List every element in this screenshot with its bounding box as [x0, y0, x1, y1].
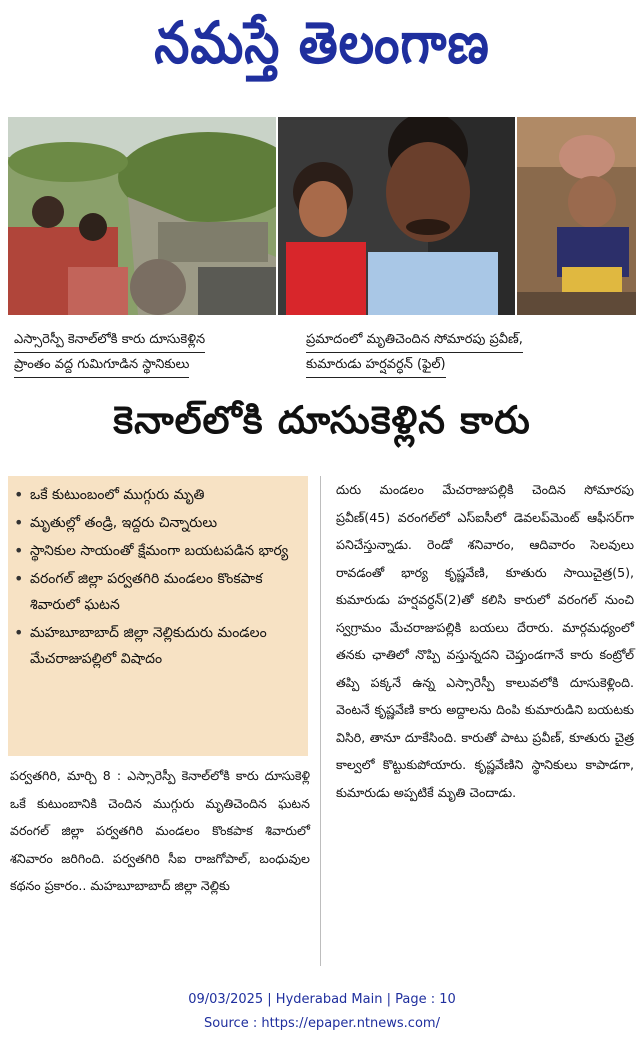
caption-right-line2: కుమారుడు హర్షవర్ధన్ (ఫైల్) [306, 353, 446, 378]
source-link[interactable]: Source : https://epaper.ntnews.com/ [204, 1016, 440, 1031]
highlight-item [14, 566, 302, 618]
bullet-icon: • [14, 513, 24, 532]
highlight-text: వరంగల్ జిల్లా పర్వతగిరి మండలం కొంకపాక శివారులో ఘటన [30, 571, 263, 613]
caption-left-line2: ప్రాంతం వద్ద గుమిగూడిన స్థానికులు [14, 353, 189, 378]
bullet-icon: • [14, 569, 24, 588]
highlight-item [14, 620, 302, 672]
newspaper-logo-title: నమస్తే తెలంగాణ [154, 9, 490, 76]
edition-info: 09/03/2025 | Hyderabad Main | Page : 10 [188, 992, 456, 1007]
caption-right-line1: ప్రమాదంలో మృతిచెందిన సోమారపు ప్రవీణ్, [306, 328, 523, 353]
article-body-right: దురు మండలం మేచరాజుపల్లికి చెందిన సోమారపు ప్రవీణ్(45) వరంగల్‌లో ఎస్ఐసీలో డెవలప్‌మెంట్ ఆఫీసర్‌గా పనిచేస్తున్నాడు. రెండో శనివారం, ఆదివారం సెలవులు రావడంతో భార్య కృష్ణవేణి, కూతురు సాయిచైత్ర(5), కుమారుడు హర్షవర్ధన్(2)తో కలిసి కారులో వరంగల్ నుంచి స్వగ్రామం మేచరాజుపల్లికి బయలు దేరారు. మార్గమధ్యంలో తనకు ఛాతిలో నొప్పి వస్తున్నదని చెప్తుండగానే కారు కంట్రోల్ తప్పి పక్కనే ఉన్న ఎస్సారెస్పీ కాలువలోకి దూసుకెళ్లింది. వెంటనే కృష్ణవేణి కారు అద్దాలను దింపి కుమారుడిని బయటకు విసిరి, తానూ దూకేసింది. కారుతో పాటు ప్రవీణ్, కూతురు చైత్ర కాల్వలో కొట్టుకుపోయారు. కృష్ణవేణిని స్థానికులు కాపాడగా, కుమారుడు అప్పటికే మృతి చెందాడు. [336, 482, 634, 800]
highlight-text: స్థానికుల సాయంతో క్షేమంగా బయటపడిన భార్య [30, 543, 289, 559]
page-footer [0, 988, 644, 1036]
caption-left-line1: ఎస్సారెస్పీ కెనాల్‌లోకి కారు దూసుకెళ్లిన [14, 328, 205, 353]
bullet-icon: • [14, 623, 24, 642]
article-body-left: పర్వతగిరి, మార్చి 8 : ఎస్సారెస్పీ కెనాల్‌లోకి కారు దూసుకెళ్లి ఒకే కుటుంబానికి చెందిన ముగ్గురు మృతిచెందిన ఘటన వరంగల్ జిల్లా పర్వతగిరి మండలం కొంకపాక శివారులో శనివారం జరిగింది. పర్వతగిరి సీఐ రాజగోపాల్, బంధువుల కథనం ప్రకారం.. మహబూబాబాద్ జిల్లా నెల్లికు [10, 768, 310, 893]
child-photo [517, 117, 636, 315]
article-headline: కెనాల్‌లోకి దూసుకెళ్లిన కారు [113, 398, 531, 442]
photo-caption-right [306, 328, 636, 378]
highlights-box [8, 476, 308, 756]
masthead [0, 0, 644, 100]
highlight-text: ఒకే కుటుంబంలో ముగ్గురు మృతి [30, 487, 205, 503]
bullet-icon: • [14, 541, 24, 560]
highlight-item [14, 538, 302, 564]
highlight-item [14, 510, 302, 536]
bullet-icon: • [14, 485, 24, 504]
canal-crowd-photo [8, 117, 276, 315]
column-divider [320, 476, 321, 966]
photo-caption-left [14, 328, 284, 378]
highlight-item [14, 482, 302, 508]
highlight-text: మృతుల్లో తండ్రి, ఇద్దరు చిన్నారులు [30, 515, 218, 531]
father-daughter-photo [278, 117, 515, 315]
highlight-text: మహబూబాబాద్ జిల్లా నెల్లికుదురు మండలం మేచరాజుపల్లిలో విషాదం [30, 625, 267, 667]
